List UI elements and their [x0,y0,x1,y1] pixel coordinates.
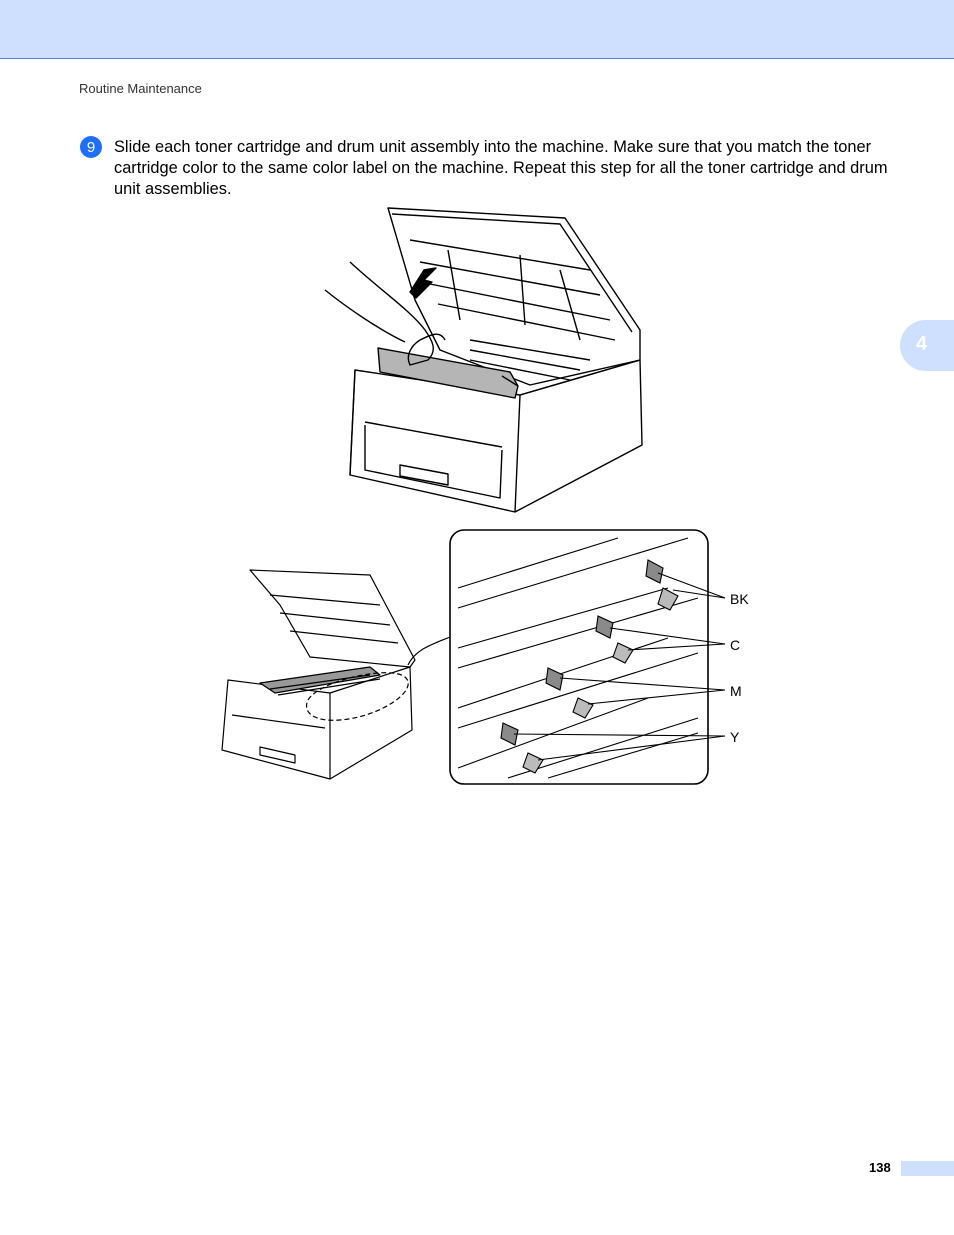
callout-label-m: M [730,683,742,699]
cartridge-color-callout [448,528,758,788]
printer-insert-illustration [320,200,650,520]
step-number-badge: 9 [80,136,102,158]
chapter-number: 4 [916,333,928,355]
printer-overview-illustration [220,565,450,785]
chapter-tab[interactable] [900,320,954,371]
step-instruction: Slide each toner cartridge and drum unit assembly into the machine. Make sure that you match the toner cartridge color to the same color label on the machine. Repeat this step for all the toner cartridge and drum unit assemblies. [114,138,888,198]
page-number-bar [901,1161,954,1176]
header-band [0,0,954,59]
callout-label-bk: BK [730,591,749,607]
callout-label-y: Y [730,729,740,745]
callout-label-c: C [730,637,741,653]
section-label: Routine Maintenance [79,81,202,96]
page-number: 138 [869,1160,891,1175]
